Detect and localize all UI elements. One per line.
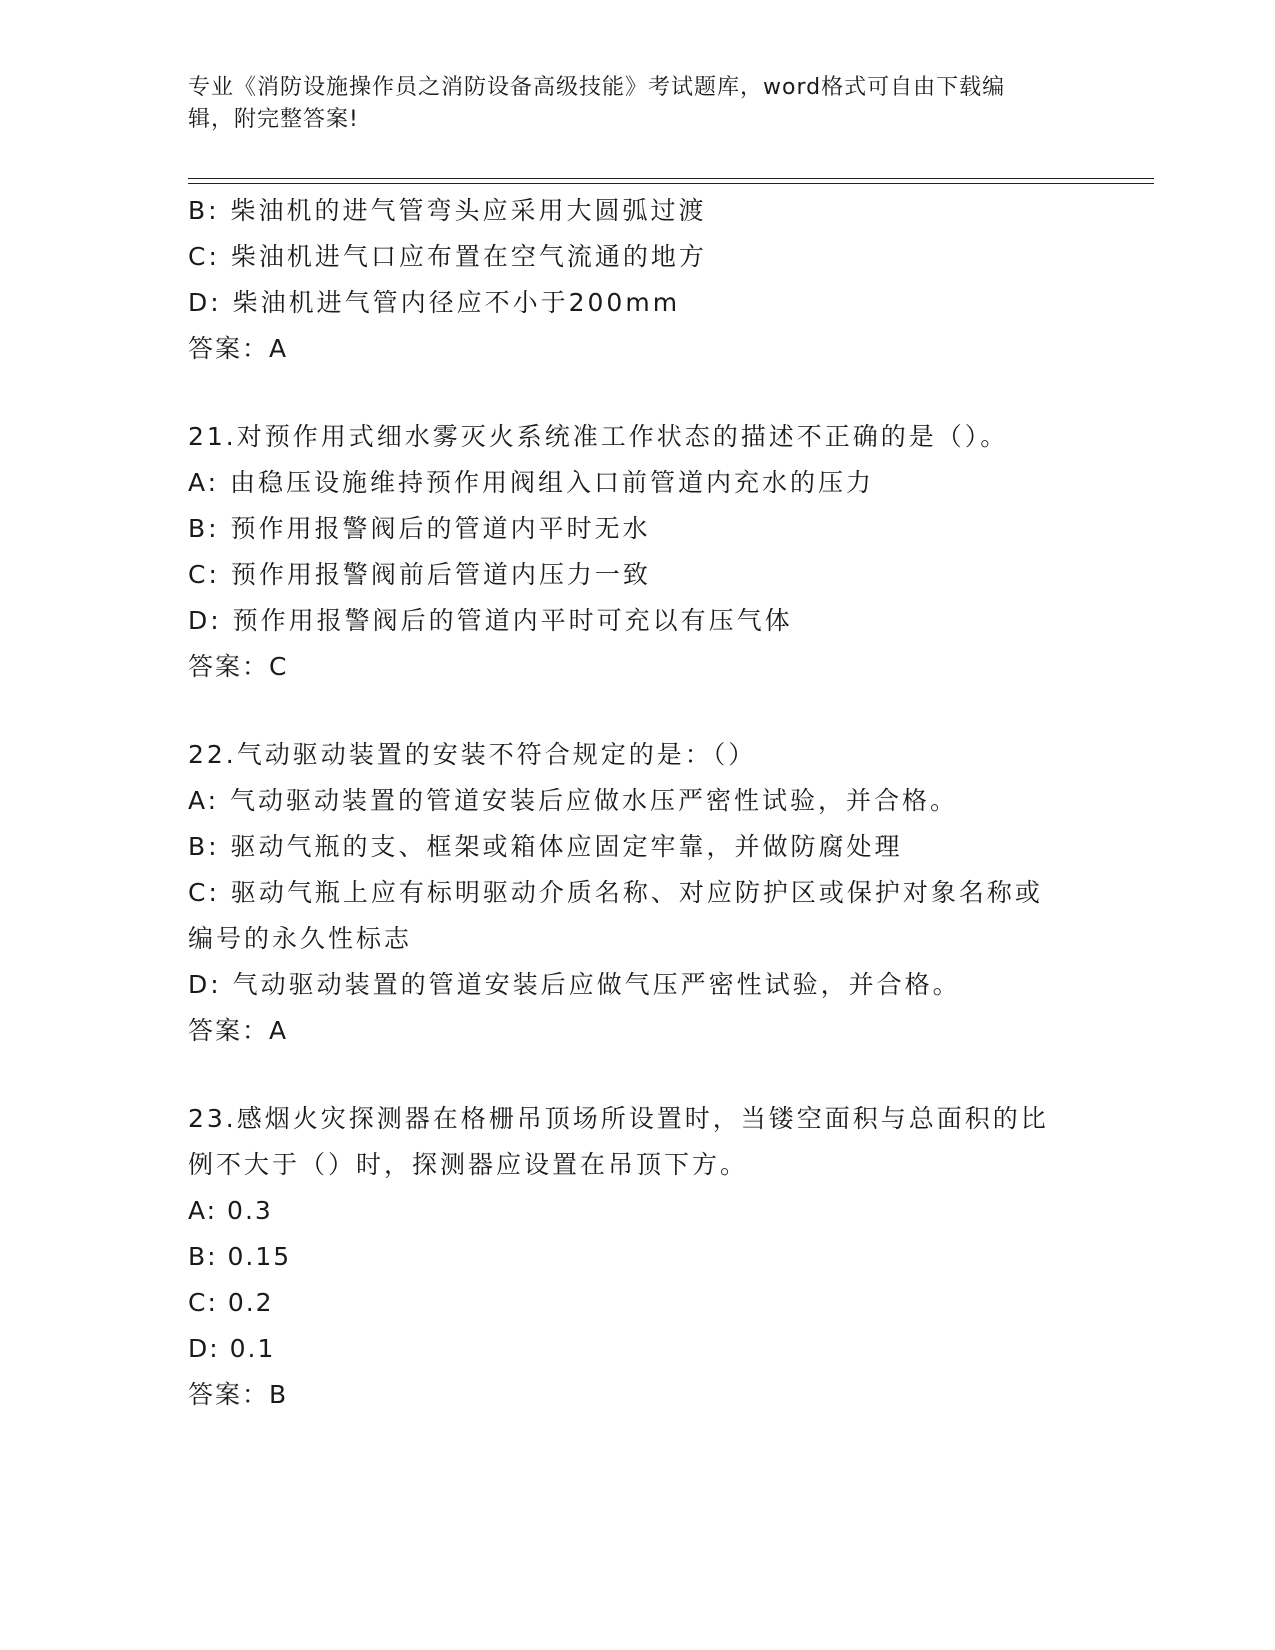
header-divider-top: [188, 178, 1154, 179]
question-list: [188, 188, 1088, 1418]
header-line-1: 专业《消防设施操作员之消防设备高级技能》考试题库，word格式可自由下载编: [188, 75, 1006, 100]
document-header: [188, 72, 1068, 136]
header-divider-bottom: [188, 183, 1154, 184]
option-c: C: 0.2: [188, 1288, 274, 1317]
spacer: [188, 372, 1088, 414]
question-22: [188, 732, 1088, 1054]
question-text-line-1: 23.感烟火灾探测器在格栅吊顶场所设置时，当镂空面积与总面积的比: [188, 1104, 1049, 1133]
spacer: [188, 1054, 1088, 1096]
header-line-2: 辑，附完整答案!: [188, 107, 359, 132]
option-d: D: 气动驱动装置的管道安装后应做气压严密性试验，并合格。: [188, 970, 961, 999]
answer: 答案：C: [188, 652, 289, 681]
option-a: A: 0.3: [188, 1196, 273, 1225]
option-b: B: 预作用报警阀后的管道内平时无水: [188, 514, 651, 543]
spacer: [188, 690, 1088, 732]
option-c: C: 预作用报警阀前后管道内压力一致: [188, 560, 651, 589]
option-c: C: 柴油机进气口应布置在空气流通的地方: [188, 242, 707, 271]
option-b: B: 0.15: [188, 1242, 292, 1271]
answer: 答案：B: [188, 1380, 289, 1409]
answer: 答案：A: [188, 1016, 289, 1045]
option-c-continued: 编号的永久性标志: [188, 924, 413, 953]
question-20: [188, 188, 1088, 372]
question-text: 21.对预作用式细水雾灭火系统准工作状态的描述不正确的是（）。: [188, 422, 1009, 451]
option-b: B: 驱动气瓶的支、框架或箱体应固定牢靠，并做防腐处理: [188, 832, 903, 861]
option-a: A: 气动驱动装置的管道安装后应做水压严密性试验，并合格。: [188, 786, 959, 815]
answer: 答案：A: [188, 334, 289, 363]
option-a: A: 由稳压设施维持预作用阀组入口前管道内充水的压力: [188, 468, 875, 497]
option-b: B: 柴油机的进气管弯头应采用大圆弧过渡: [188, 196, 707, 225]
option-d: D: 柴油机进气管内径应不小于200mm: [188, 288, 681, 317]
option-d: D: 0.1: [188, 1334, 276, 1363]
question-text-line-2: 例不大于（）时，探测器应设置在吊顶下方。: [188, 1150, 749, 1179]
question-23: [188, 1096, 1088, 1418]
question-text: 22.气动驱动装置的安装不符合规定的是：（）: [188, 740, 757, 769]
option-c: C: 驱动气瓶上应有标明驱动介质名称、对应防护区或保护对象名称或: [188, 878, 1043, 907]
option-d: D: 预作用报警阀后的管道内平时可充以有压气体: [188, 606, 793, 635]
question-21: [188, 414, 1088, 690]
